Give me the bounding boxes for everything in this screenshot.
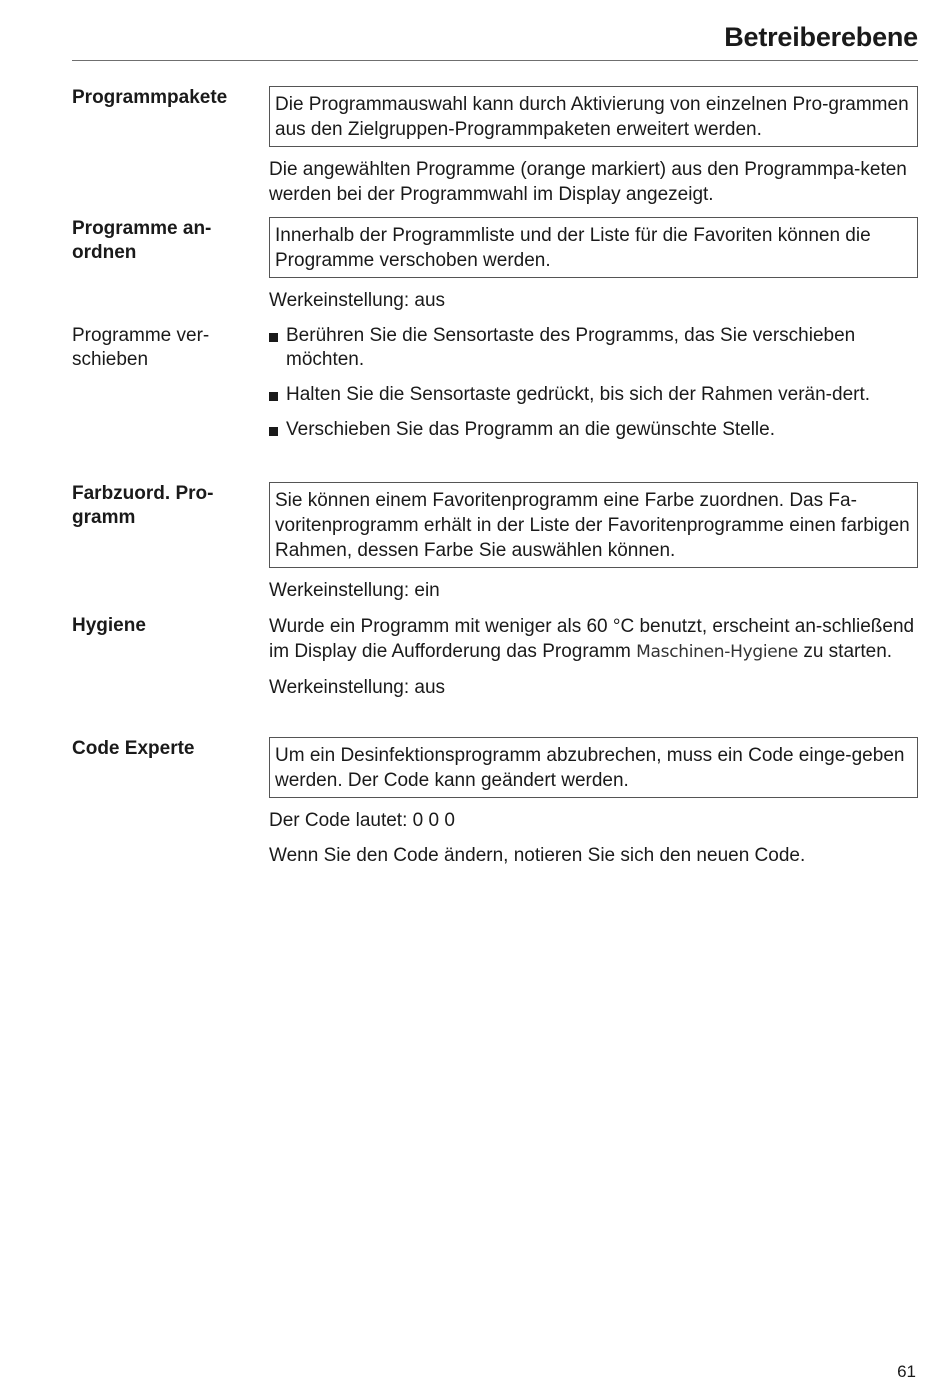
display-program-name: Maschinen-Hygiene [636,642,799,662]
bullet-square-icon [269,392,278,401]
info-box: Sie können einem Favoritenprogramm eine Farbe zuordnen. Das Fa-voritenprogramm erhält in der Liste der Favoritenprogramme einen farbigen Rahmen, dessen Farbe Sie auswählen können. [269,482,918,568]
bullet-square-icon [269,333,278,342]
step-text: Verschieben Sie das Programm an die gewünschte Stelle. [286,419,775,440]
page-number: 61 [897,1362,916,1381]
step-text: Berühren Sie die Sensortaste des Programms, das Sie verschieben möchten. [286,325,856,370]
hygiene-text-end: zu starten. [798,641,893,662]
info-box: Innerhalb der Programmliste und der Liste für die Favoriten können die Programme verschoben werden. [269,217,918,278]
list-item [269,418,918,442]
header-divider [72,60,918,61]
section-label: Code Experte [72,738,195,759]
section-note: Die angewählten Programme (orange markiert) aus den Programmpa-keten werden bei der Programmwahl im Display angezeigt. [269,159,907,205]
info-box: Die Programmauswahl kann durch Aktivierung von einzelnen Pro-grammen aus den Zielgruppen-Programmpaketen erweitert werden. [269,86,918,147]
section-label: Farbzuord. Pro-gramm [72,483,214,528]
section-label: Hygiene [72,615,146,636]
default-setting: Werkeinstellung: ein [269,580,440,601]
code-line: Der Code lautet: 0 0 0 [269,810,455,831]
step-text: Halten Sie die Sensortaste gedrückt, bis sich der Rahmen verän-dert. [286,384,871,405]
hygiene-description [269,614,918,665]
section-label: Programmpakete [72,87,228,108]
list-item [269,324,918,372]
list-item [269,383,918,407]
bullet-square-icon [269,427,278,436]
default-setting: Werkeinstellung: aus [269,677,446,698]
info-box: Um ein Desinfektionsprogramm abzubrechen, muss ein Code einge-geben werden. Der Code kann geändert werden. [269,737,918,798]
page-header-title: Betreiberebene [724,22,918,52]
section-label: Programme ver-schieben [72,325,210,370]
code-hint: Wenn Sie den Code ändern, notieren Sie sich den neuen Code. [269,845,806,866]
section-label: Programme an-ordnen [72,218,212,263]
hygiene-text-start: Wurde ein Programm mit weniger als 60 °C benutzt, erscheint an-schließend im Display die Aufforderung das Programm [269,616,915,662]
default-setting: Werkeinstellung: aus [269,290,446,311]
